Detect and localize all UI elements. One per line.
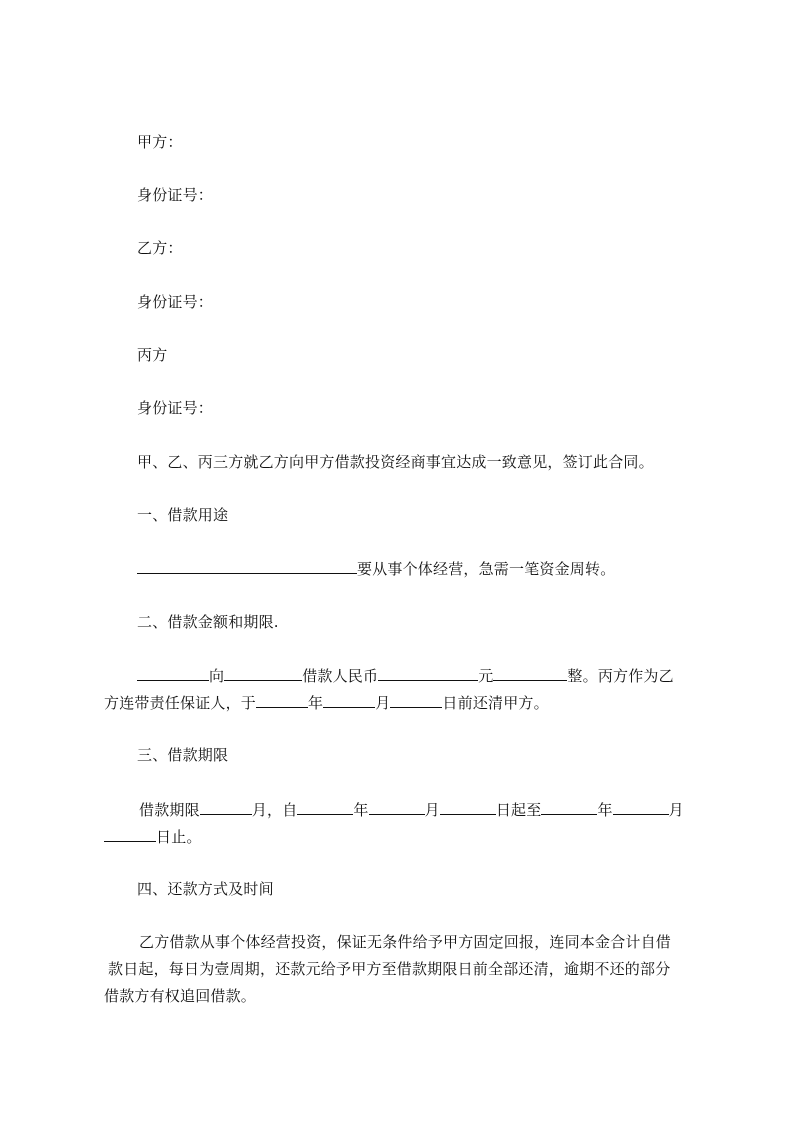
party-b-label: 乙方： bbox=[137, 239, 183, 257]
section3-line1 bbox=[139, 799, 684, 819]
section2-line2 bbox=[104, 692, 549, 712]
nian-text: 年 bbox=[353, 801, 369, 819]
contract-intro: 甲、乙、丙三方就乙方向甲方借款投资经商事宜达成一致意见，签订此合同。 bbox=[137, 453, 654, 471]
nian2-text: 年 bbox=[597, 801, 613, 819]
section4-line1: 乙方借款从事个体经营投资，保证无条件给予甲方固定回报，连同本金合计自借 bbox=[139, 933, 672, 951]
riqizhi-text: 日起至 bbox=[495, 801, 542, 819]
start-year-blank bbox=[297, 799, 353, 815]
party-c-id-label: 身份证号： bbox=[137, 399, 214, 417]
section1-text: 要从事个体经营，急需一笔资金周转。 bbox=[357, 560, 616, 578]
year-blank bbox=[256, 692, 308, 708]
nian-text: 年 bbox=[308, 694, 324, 712]
yuan-text: 元 bbox=[478, 667, 494, 685]
start-day-blank bbox=[440, 799, 496, 815]
end-month-blank bbox=[613, 799, 669, 815]
rizhi-text: 日止。 bbox=[156, 828, 202, 846]
guarantor-text: 方连带责任保证人，于 bbox=[104, 694, 257, 712]
rmb-text: 借款人民币 bbox=[302, 667, 379, 685]
end-year-blank bbox=[541, 799, 597, 815]
section2-line1 bbox=[137, 665, 674, 685]
repay-end-text: 日前还清甲方。 bbox=[442, 694, 549, 712]
amount-words-blank bbox=[493, 665, 567, 681]
zheng-text: 整。丙方作为乙 bbox=[567, 667, 674, 685]
term-label: 借款期限 bbox=[139, 801, 200, 819]
section1-text-line bbox=[137, 558, 615, 578]
section1-heading: 一、借款用途 bbox=[137, 506, 229, 524]
party-a-label: 甲方： bbox=[137, 133, 183, 151]
yue2-text: 月 bbox=[668, 801, 684, 819]
month-blank bbox=[323, 692, 375, 708]
party-a-id-label: 身份证号： bbox=[137, 186, 214, 204]
section3-line2 bbox=[104, 826, 202, 846]
section3-heading: 三、借款期限 bbox=[137, 746, 229, 764]
yue-text: 月 bbox=[424, 801, 440, 819]
section4-heading: 四、还款方式及时间 bbox=[137, 880, 274, 898]
end-day-blank bbox=[104, 826, 156, 842]
party-b-id-label: 身份证号： bbox=[137, 293, 214, 311]
term-months-blank bbox=[200, 799, 252, 815]
borrower-blank bbox=[137, 558, 357, 574]
section4-line3: 借款方有权追回借款。 bbox=[104, 987, 257, 1005]
yue-zi-text: 月，自 bbox=[251, 801, 298, 819]
start-month-blank bbox=[369, 799, 425, 815]
section2-heading: 二、借款金额和期限. bbox=[137, 613, 279, 631]
section4-line2: 款日起，每日为壹周期，还款元给予甲方至借款期限日前全部还清，逾期不还的部分 bbox=[108, 960, 671, 978]
lender-blank bbox=[137, 665, 209, 681]
day-blank bbox=[390, 692, 442, 708]
xiang-text: 向 bbox=[209, 667, 225, 685]
borrower-name-blank bbox=[224, 665, 302, 681]
amount-blank bbox=[378, 665, 478, 681]
yue-text: 月 bbox=[375, 694, 391, 712]
party-c-label: 丙方 bbox=[137, 346, 168, 364]
